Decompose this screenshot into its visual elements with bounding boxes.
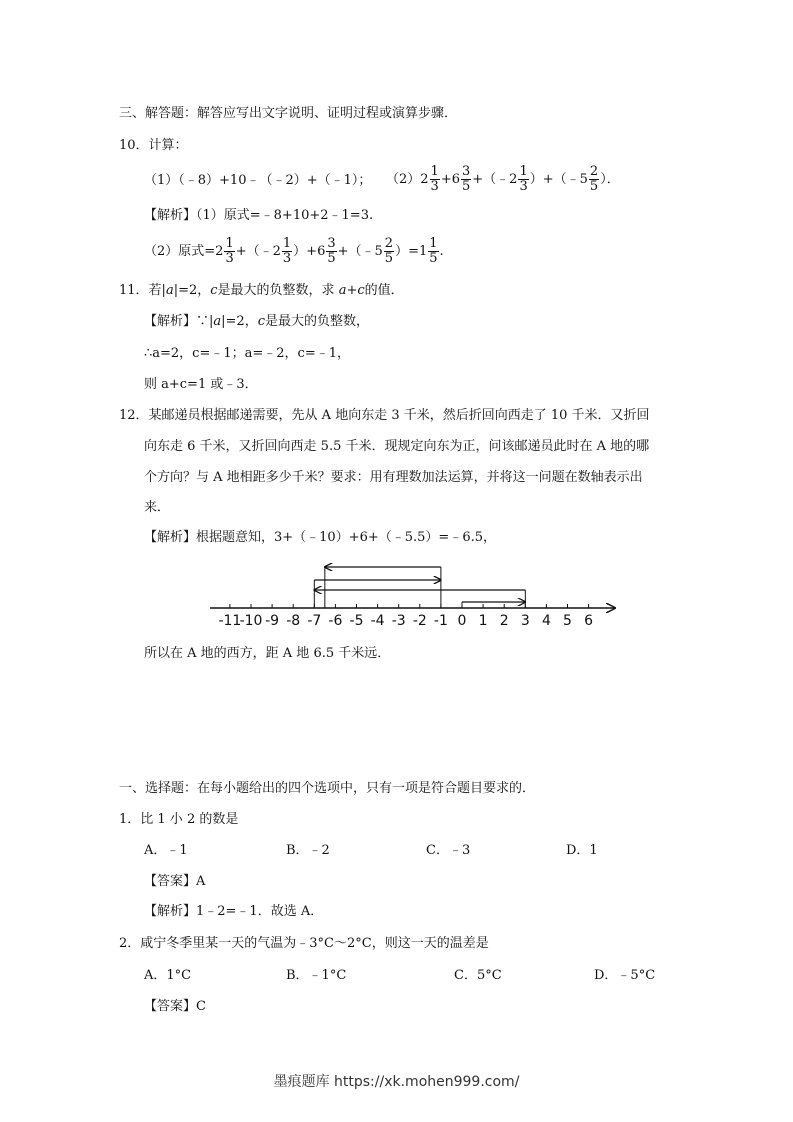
number-line-diagram bbox=[200, 555, 620, 635]
question-2-stem: 2．咸宁冬季里某一天的气温为﹣3°C～2°C，则这一天的温差是 bbox=[119, 936, 489, 951]
number-line-tick-label: 1 bbox=[478, 613, 488, 629]
question-1-option-d: D．1 bbox=[566, 843, 598, 858]
question-10-part2: （2）2 $\frac{1}{3}$ +6 $\frac{3}{5}$ +（﹣2 $\frac{1}{3}$ ）+（﹣5 $\frac{2}{5}$ ）． bbox=[386, 164, 620, 194]
question-11-answer-1: 【解析】∵|a|=2，c是最大的负整数， bbox=[144, 314, 369, 329]
section-heading: 三、解答题：解答应写出文字说明、证明过程或演算步骤． bbox=[119, 106, 458, 121]
question-1-analysis: 【解析】1﹣2=﹣1．故选 A． bbox=[144, 904, 324, 919]
question-10-answer-1: 【解析】（1）原式=﹣8+10+2﹣1=3. bbox=[144, 208, 374, 223]
number-line-tick-label: 3 bbox=[520, 613, 530, 629]
question-2-answer: 【答案】C bbox=[144, 999, 206, 1014]
question-1-option-c: C．﹣3 bbox=[426, 843, 471, 858]
question-11-answer-2: ∴a=2，c=﹣1；a=﹣2，c=﹣1， bbox=[144, 346, 350, 361]
number-line-tick-label: -11 bbox=[218, 613, 242, 629]
number-line-tick-label: 2 bbox=[499, 613, 509, 629]
question-10-answer-2: （2）原式=2 $\frac{1}{3}$ +（﹣2 $\frac{1}{3}$ ）+6 $\frac{3}{5}$ +（﹣5 $\frac{2}{5}$ ）=1 $\frac{1}{5}$ . bbox=[144, 236, 444, 266]
question-11-answer-3: 则 a+c=1 或﹣3． bbox=[144, 377, 258, 392]
number-line-tick-label: 4 bbox=[541, 613, 551, 629]
question-11-stem: 11．若|a|=2，c是最大的负整数，求 a+c的值． bbox=[119, 283, 404, 298]
question-1-option-b: B．﹣2 bbox=[286, 843, 330, 858]
question-12-line-4: 来． bbox=[144, 500, 171, 515]
number-line-tick-label: -3 bbox=[391, 613, 406, 629]
number-line-tick-label: -2 bbox=[412, 613, 427, 629]
question-2-option-a: A．1°C bbox=[144, 968, 192, 983]
number-line-tick-label: -1 bbox=[433, 613, 448, 629]
number-line-tick-label: -9 bbox=[265, 613, 280, 629]
section-heading-choice: 一、选择题：在每小题给出的四个选项中，只有一项是符合题目要求的． bbox=[119, 781, 536, 796]
number-line-tick-label: 6 bbox=[584, 613, 594, 629]
number-line-tick-label: -7 bbox=[307, 613, 322, 629]
number-line-tick-label: 5 bbox=[563, 613, 572, 629]
question-10-stem: 10．计算： bbox=[119, 138, 188, 153]
number-line-tick-label: -10 bbox=[239, 613, 263, 629]
question-2-option-c: C．5°C bbox=[454, 968, 502, 983]
question-2-option-d: D．﹣5°C bbox=[594, 968, 656, 983]
question-12-line-1: 12．某邮递员根据邮递需要，先从 A 地向东走 3 千米，然后折回向西走了 10 千米．又折回 bbox=[119, 408, 650, 423]
question-12-line-3: 个方向？与 A 地相距多少千米？要求：用有理数加法运算，并将这一问题在数轴表示出 bbox=[144, 470, 643, 485]
footer-watermark: 墨痕题库 https://xk.mohen999.com/ bbox=[273, 1074, 520, 1090]
question-12-line-2: 向东走 6 千米，又折回向西走 5.5 千米．现规定向东为正，问该邮递员此时在 A 地的哪 bbox=[144, 439, 650, 454]
question-1-option-a: A．﹣1 bbox=[144, 843, 188, 858]
number-line-tick-label: -5 bbox=[349, 613, 364, 629]
number-line-tick-label: 0 bbox=[457, 613, 467, 629]
question-1-answer: 【答案】A bbox=[144, 874, 206, 889]
number-line-tick-label: -8 bbox=[286, 613, 301, 629]
number-line-tick-label: -4 bbox=[370, 613, 385, 629]
question-10-part1: （1）（﹣8）+10﹣（﹣2）+（﹣1）； bbox=[144, 173, 372, 188]
question-12-answer-1: 【解析】根据题意知，3+（﹣10）+6+（﹣5.5）=﹣6.5， bbox=[144, 530, 497, 545]
number-line-tick-label: -6 bbox=[328, 613, 343, 629]
question-1-stem: 1．比 1 小 2 的数是 bbox=[119, 812, 239, 827]
question-2-option-b: B．﹣1°C bbox=[286, 968, 347, 983]
question-12-answer-2: 所以在 A 地的西方，距 A 地 6.5 千米远． bbox=[144, 646, 391, 661]
